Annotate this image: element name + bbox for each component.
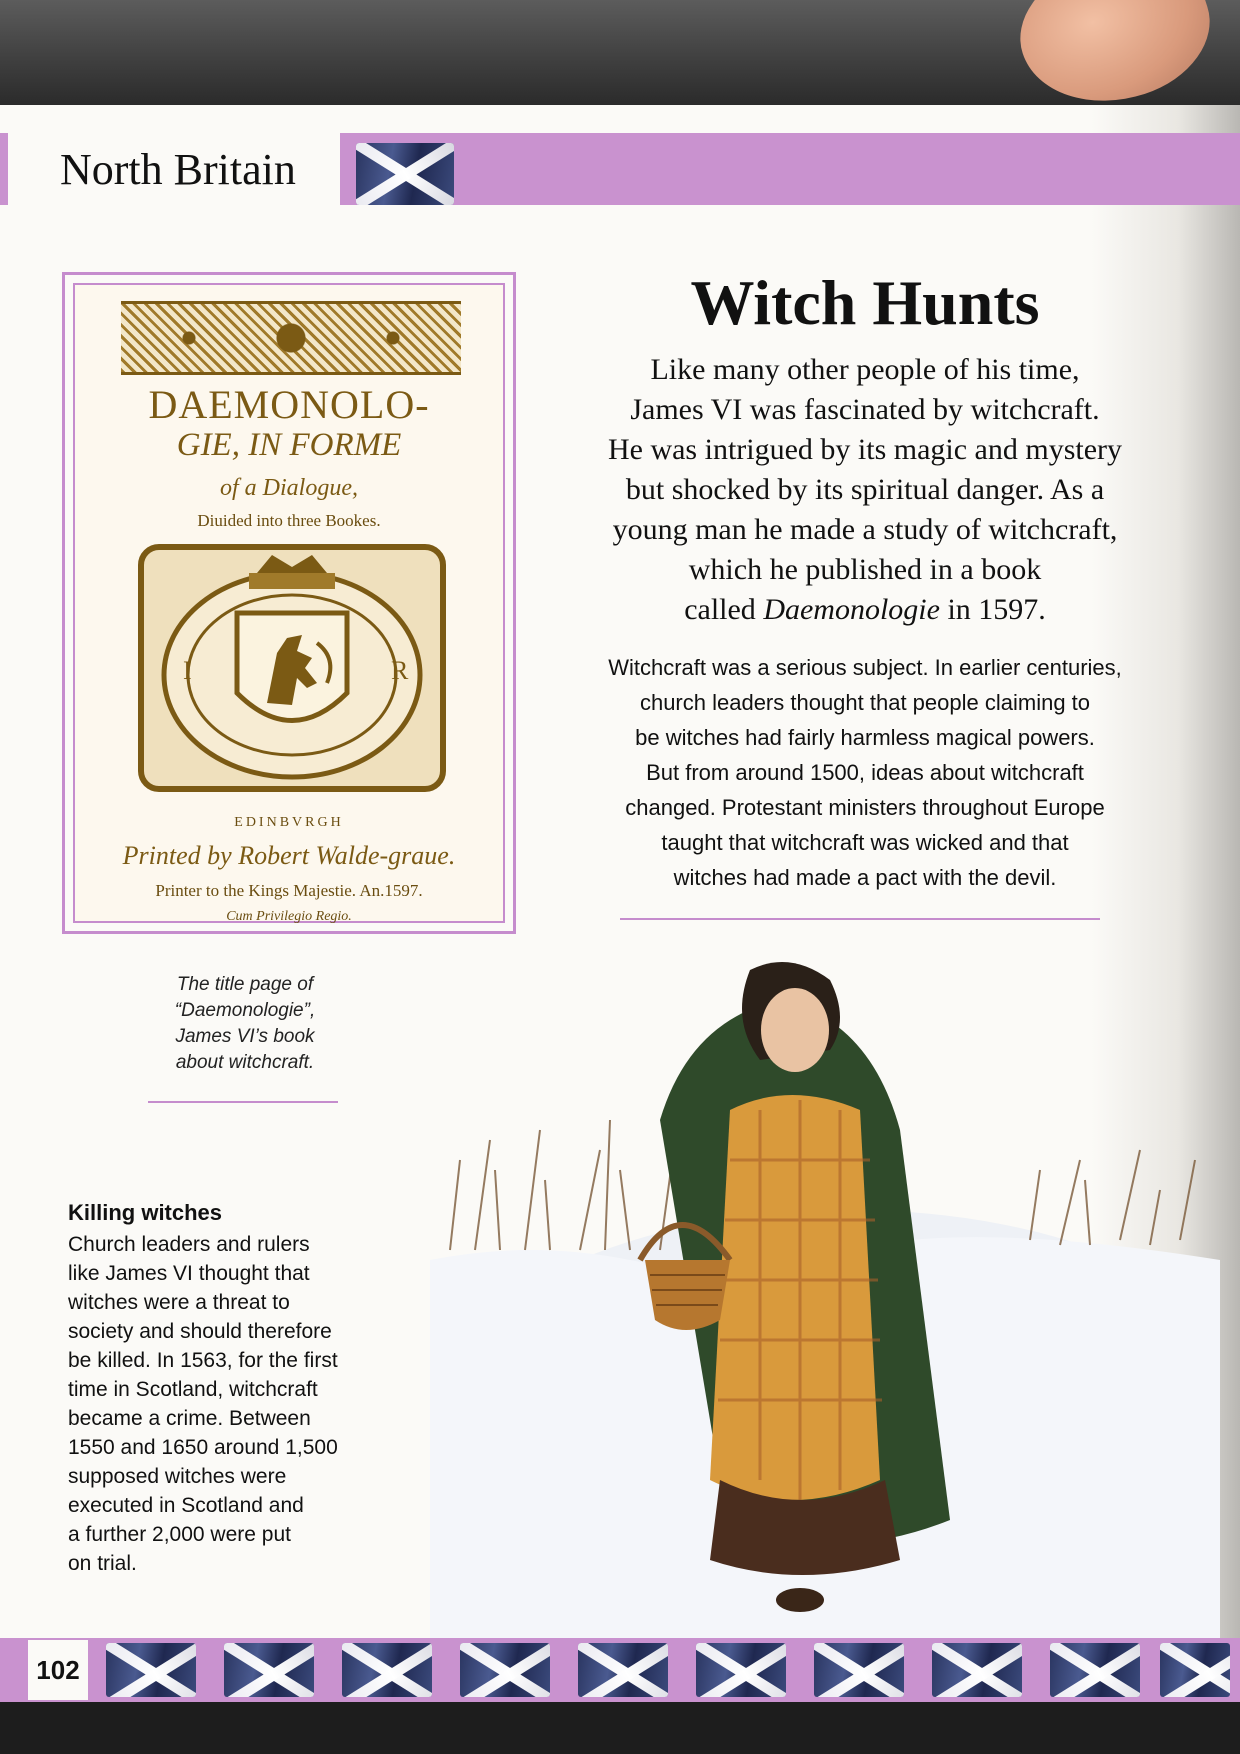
title-page-privilege: Cum Privilegio Regio. [226, 909, 352, 924]
intro-line: Like many other people of his time, [650, 353, 1080, 386]
saltire-flag-icon [814, 1643, 904, 1697]
title-page-frame [73, 283, 505, 923]
saltire-flag-icon [1050, 1643, 1140, 1697]
body-line: be witches had fairly harmless magical powers. [635, 725, 1095, 750]
sidebar-line: became a crime. Between [68, 1407, 311, 1430]
sidebar-line: be killed. In 1563, for the first [68, 1349, 338, 1372]
intro-line: James VI was fascinated by witchcraft. [630, 393, 1100, 426]
sidebar-heading: Killing witches [68, 1200, 223, 1225]
body-line: Witchcraft was a serious subject. In earlier centuries, [608, 655, 1122, 680]
intro-paragraph [530, 350, 1200, 630]
caption-line: The title page of [176, 974, 314, 995]
saltire-flag-icon [342, 1643, 432, 1697]
sidebar-line: on trial. [68, 1552, 137, 1575]
scan-bottom-edge [0, 1702, 1240, 1754]
intro-line: He was intrigued by its magic and mystery [607, 433, 1123, 466]
intro-line-last [530, 590, 1200, 630]
article-divider [620, 918, 1100, 920]
royal-seal-icon [137, 543, 447, 793]
book-title-italic: Daemonologie [763, 593, 940, 626]
title-page-place: EDINBVRGH [234, 815, 344, 830]
title-page-printer: Printed by Robert Walde-graue. [122, 841, 456, 870]
title-page-line4: Diuided into three Bookes. [197, 511, 381, 530]
body-line: But from around 1500, ideas about witchcraft [646, 760, 1084, 785]
title-page-line3: of a Dialogue, [220, 475, 358, 501]
sidebar-paragraph [68, 1230, 408, 1578]
saltire-flag-icon [1160, 1643, 1230, 1697]
saltire-flag-icon [106, 1643, 196, 1697]
body-paragraph [540, 650, 1190, 895]
sidebar-line: witches were a threat to [68, 1291, 290, 1314]
page-number: 102 [28, 1640, 88, 1700]
saltire-flag-icon [578, 1643, 668, 1697]
title-page-line2: GIE, IN FORME [176, 427, 402, 463]
saltire-flag-icon [356, 143, 454, 205]
intro-line: which he published in a book [688, 553, 1042, 586]
sidebar-line: like James VI thought that [68, 1262, 310, 1285]
sidebar-line: society and should therefore [68, 1320, 332, 1343]
svg-text:I: I [183, 656, 192, 685]
title-page-printer-line2: Printer to the Kings Majestie. An.1597. [155, 881, 423, 900]
sidebar-line: time in Scotland, witchcraft [68, 1378, 318, 1401]
sidebar-line: a further 2,000 were put [68, 1523, 291, 1546]
ornament-banner [121, 301, 461, 375]
caption-line: James VI’s book [175, 1026, 315, 1047]
body-line: church leaders thought that people claiming to [639, 690, 1091, 715]
intro-last-suffix: in 1597. [939, 593, 1046, 626]
section-title: North Britain [8, 133, 340, 205]
saltire-flag-icon [224, 1643, 314, 1697]
title-page-line1: DAEMONOLO- [148, 382, 430, 427]
saltire-flag-icon [460, 1643, 550, 1697]
sidebar-line: supposed witches were [68, 1465, 287, 1488]
body-line: taught that witchcraft was wicked and that [661, 830, 1069, 855]
caption-divider [148, 1101, 338, 1103]
body-line: witches had made a pact with the devil. [673, 865, 1057, 890]
title-page-image [62, 272, 516, 934]
intro-line: but shocked by its spiritual danger. As a [625, 473, 1105, 506]
image-caption [150, 972, 340, 1076]
sidebar-line: executed in Scotland and [68, 1494, 304, 1517]
intro-last-prefix: called [684, 593, 764, 626]
saltire-flag-icon [932, 1643, 1022, 1697]
svg-text:R: R [391, 656, 409, 685]
sidebar-line: 1550 and 1650 around 1,500 [68, 1436, 338, 1459]
article-title: Witch Hunts [690, 267, 1040, 338]
sidebar-line: Church leaders and rulers [68, 1233, 310, 1256]
body-line: changed. Protestant ministers throughout Europe [625, 795, 1105, 820]
caption-line: “Daemonologie”, [174, 1000, 316, 1021]
caption-line: about witchcraft. [175, 1052, 315, 1073]
intro-line: young man he made a study of witchcraft, [612, 513, 1118, 546]
saltire-flag-icon [696, 1643, 786, 1697]
witch-woman-illustration [430, 960, 1220, 1660]
